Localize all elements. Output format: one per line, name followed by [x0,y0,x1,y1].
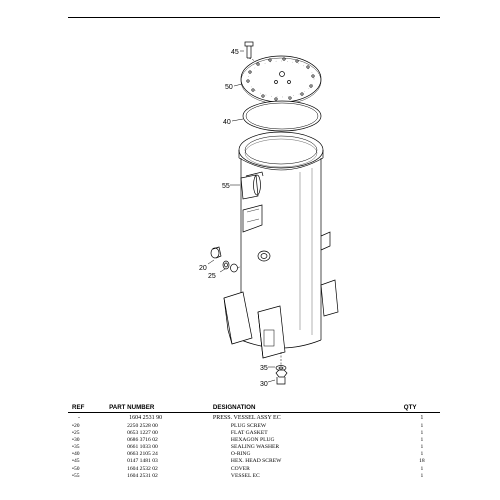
callout-40: 40 [223,119,231,126]
designation-cell: SEALING WASHER [230,444,280,451]
cover-part [234,56,321,104]
ref-cell: •40 [72,451,80,458]
ref-cell: •50 [72,465,80,472]
table-row [68,458,440,465]
part-number-cell: 1604 2531 90 [129,415,163,421]
o-ring-part [232,101,321,131]
designation-cell: PLUG SCREW [230,423,267,429]
part-number-cell: 0653 1227 00 [127,430,158,437]
table-row [68,473,440,480]
designation-cell: HEXAGON PLUG [230,437,275,444]
part-number-cell: 1604 2531 02 [127,472,158,479]
plug-screw-part [208,247,221,264]
qty-cell: 1 [420,465,424,472]
callout-45: 45 [231,49,239,56]
designation-cell: HEX. HEAD SCREW [230,458,282,465]
parts-list-table [68,403,440,480]
qty-cell: 1 [420,415,424,421]
ref-header: REF [68,403,109,413]
qty-cell: 1 [420,423,424,429]
part-number-cell: 0663 2105 24 [127,451,158,458]
part-number-cell: 1604 2532 02 [127,465,158,472]
designation-cell: VESSEL EC [230,472,260,479]
ref-cell: •20 [72,423,80,429]
qty-cell: 1 [420,472,424,479]
qty-cell: 1 [420,430,424,437]
qty-cell: 18 [419,458,425,465]
designation-cell: PRESS. VESSEL ASSY EC [212,415,281,421]
table-header-row [68,403,440,413]
qty-cell: 1 [420,451,424,458]
designation-header: DESIGNATION [213,403,404,413]
ref-cell: •55 [72,472,80,479]
table-row [68,423,440,430]
callout-55: 55 [222,183,230,190]
callout-25: 25 [208,273,216,280]
designation-cell: FLAT GASKET [230,430,268,437]
ref-cell: - [78,415,80,421]
vessel-part [224,132,338,366]
part-number-header: PART NUMBER [109,403,213,413]
qty-header: QTY [404,403,440,413]
qty-cell: 1 [420,437,424,444]
designation-cell: O-RING [230,451,251,458]
hexagon-plug-part [268,370,287,384]
ref-cell: •45 [72,458,80,465]
table-row [68,466,440,473]
callout-50: 50 [225,84,233,91]
table-row [68,444,440,451]
callout-35: 35 [260,365,268,372]
qty-cell: 1 [420,444,424,451]
table-row [68,430,440,437]
ref-cell: •35 [72,444,80,451]
part-number-cell: 0147 1481 03 [127,458,158,465]
flat-gasket-part [220,261,241,272]
ref-cell: •25 [72,430,80,437]
part-number-cell: 0661 1033 00 [127,444,158,451]
part-number-cell: 0686 3716 02 [127,437,158,444]
table-row [68,451,440,458]
designation-cell: COVER [230,465,250,472]
callout-30: 30 [260,381,268,388]
part-number-cell: 2250 2528 00 [127,423,158,429]
table-row [68,437,440,444]
table-row [68,413,440,424]
ref-cell: •30 [72,437,80,444]
callout-20: 20 [199,265,207,272]
